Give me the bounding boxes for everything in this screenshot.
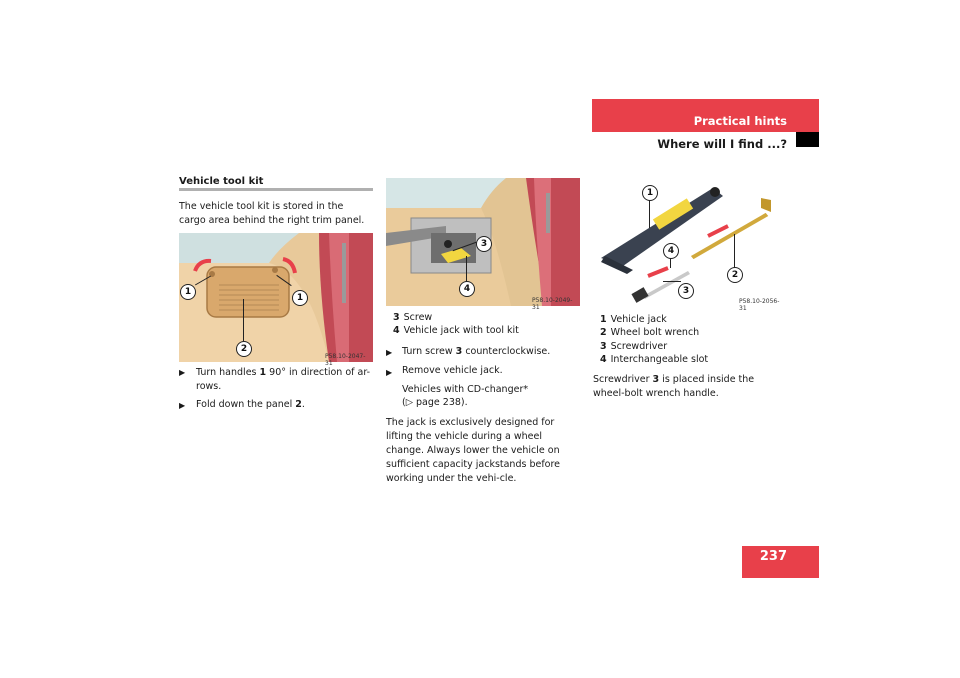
- legend-3-item: 3 Screwdriver: [600, 341, 668, 352]
- callout-2: 2: [727, 267, 743, 283]
- leader-line: [663, 281, 681, 282]
- step-1-1: Turn handles 1 90° in direction of ar-rows.: [196, 367, 371, 392]
- callout-1: 1: [642, 185, 658, 201]
- legend-3-item: 2 Wheel bolt wrench: [600, 327, 700, 338]
- bullet-icon: ▶: [386, 348, 393, 357]
- leader-line: [649, 200, 650, 228]
- figure-code: P58.10-2047-31: [325, 353, 366, 367]
- callout-1-right: 1: [292, 290, 308, 306]
- callout-3: 3: [678, 283, 694, 299]
- note-page-ref[interactable]: (▷ page 238).: [402, 397, 468, 408]
- step-1-2: Fold down the panel 2.: [196, 399, 305, 410]
- callout-3: 3: [476, 236, 492, 252]
- leader-line: [243, 299, 244, 341]
- legend-2-item: 4 Vehicle jack with tool kit: [393, 325, 519, 336]
- screwdriver-note: Screwdriver 3 is placed inside the wheel-bolt wrench handle.: [593, 374, 755, 399]
- header-title: Practical hints: [693, 114, 787, 128]
- jack-warning-paragraph: The jack is exclusively designed for lifting the vehicle during a wheel change. Always lower the vehicle on sufficient capacity jackstands before working under the vehi-cle.: [386, 417, 561, 484]
- step-2-2: Remove vehicle jack.: [402, 365, 503, 376]
- figure-code: P58.10-2056-31: [739, 298, 780, 312]
- legend-3-item: 4 Interchangeable slot: [600, 354, 709, 365]
- bullet-icon: ▶: [386, 368, 393, 377]
- step-2-1: Turn screw 3 counterclockwise.: [402, 346, 551, 357]
- figure-cargo-panel: [179, 233, 373, 367]
- legend-2-item: 3 Screw: [393, 312, 433, 323]
- callout-4: 4: [459, 281, 475, 297]
- note-cd-changer: Vehicles with CD-changer*: [402, 384, 529, 395]
- callout-4: 4: [663, 243, 679, 259]
- bullet-icon: ▶: [179, 368, 186, 377]
- page-number: 237: [759, 549, 787, 564]
- header-marker: [796, 132, 819, 147]
- leader-line: [734, 234, 735, 268]
- bullet-icon: ▶: [179, 401, 186, 410]
- callout-1-left: 1: [180, 284, 196, 300]
- figure-code: P58.10-2049-31: [532, 297, 573, 311]
- figure-jack-compartment: [386, 178, 580, 311]
- legend-3-item: 1 Vehicle jack: [600, 314, 667, 325]
- section-intro: The vehicle tool kit is stored in the cargo area behind the right trim panel.: [179, 201, 365, 226]
- header-subtitle: Where will I find ...?: [657, 137, 787, 151]
- figure-tool-kit: [593, 178, 787, 312]
- section-title: Vehicle tool kit: [179, 176, 264, 187]
- callout-2: 2: [236, 341, 252, 357]
- section-rule: [179, 188, 373, 191]
- cargo-panel-illustration: [179, 233, 373, 362]
